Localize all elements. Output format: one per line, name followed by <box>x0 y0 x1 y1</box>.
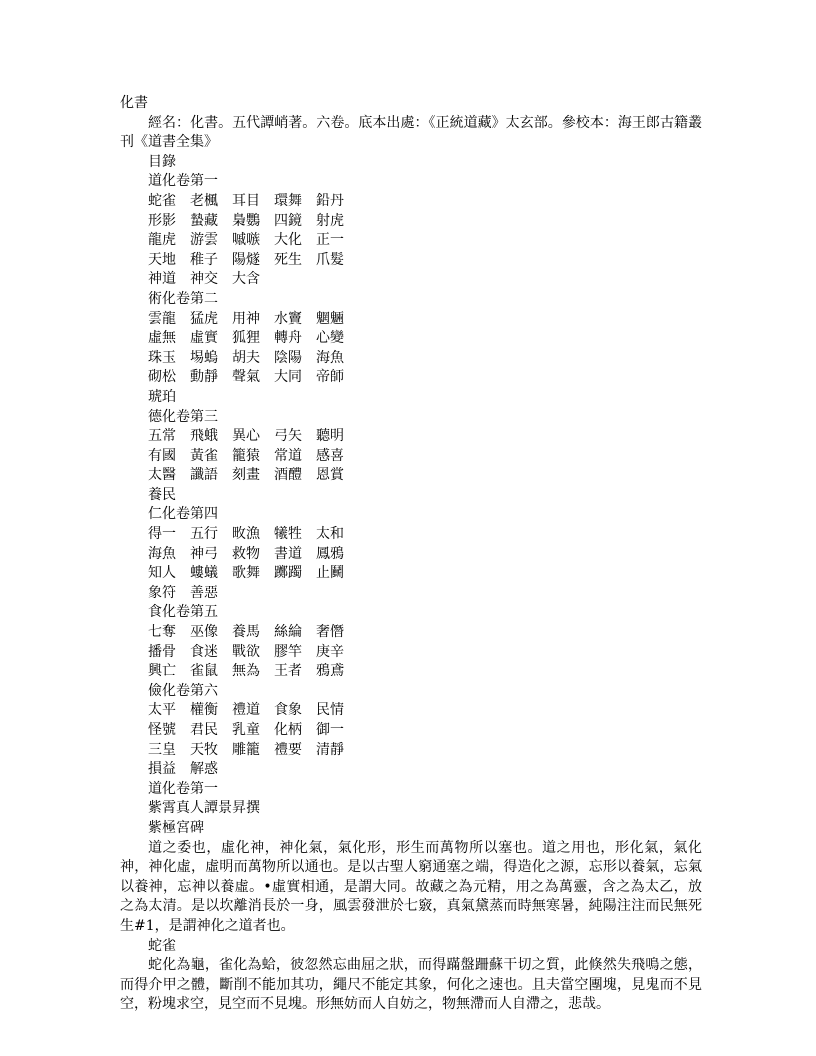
toc-row <box>120 584 702 604</box>
toc-entry: 鉛丹 <box>316 192 344 209</box>
section-paragraph: 道之委也，虛化神，神化氣，氣化形，形生而萬物所以塞也。道之用也，形化氣，氣化神，神化虛，虛明而萬物所以通也。是以古聖人窮通塞之端，得造化之源，忘形以養氣，忘氣以養神，忘神以養虛。•虛實相通，是謂大同。故藏之為元精，用之為萬靈，含之為太乙，放之為太清。是以坎離消長於一身，風雲發泄於七竅，真氣黛蒸而時無寒暑，純陽注注而民無死生#1，是謂神化之道者也。 <box>120 839 702 934</box>
toc-entry: 神道 <box>148 271 176 288</box>
toc-entry: 琥珀 <box>148 388 176 405</box>
author-line: 紫霄真人譚景昇撰 <box>148 800 260 817</box>
toc-row <box>120 231 702 251</box>
toc-entry: 絲綸 <box>274 624 302 641</box>
toc-entry: 嘁嗾 <box>232 232 260 249</box>
toc-entry: 正一 <box>316 232 344 249</box>
toc-row <box>120 623 702 643</box>
toc-entry: 救物 <box>232 545 260 562</box>
toc-entry: 太醫 <box>148 467 176 484</box>
toc-entry: 巫像 <box>190 624 218 641</box>
toc-entry: 陽燧 <box>232 251 260 268</box>
toc-entry: 猛虎 <box>190 310 218 327</box>
toc-entry: 螻蟻 <box>190 565 218 582</box>
toc-entry: 讖語 <box>190 467 218 484</box>
toc-entry: 知人 <box>148 565 176 582</box>
toc-entry: 解惑 <box>190 761 218 778</box>
toc-entry: 禮道 <box>232 702 260 719</box>
toc-entry: 死生 <box>274 251 302 268</box>
toc-entry: 蛇雀 <box>148 192 176 209</box>
toc-row <box>120 251 702 271</box>
toc-entry: 異心 <box>232 428 260 445</box>
toc-entry: 陰陽 <box>274 349 302 366</box>
toc-entry: 常道 <box>274 447 302 464</box>
toc-entry: 歌舞 <box>232 565 260 582</box>
toc-entry: 躑躅 <box>274 565 302 582</box>
toc-entry: 止鬭 <box>316 565 344 582</box>
document-page <box>120 94 702 1015</box>
toc-entry: 天牧 <box>190 741 218 758</box>
toc-entry: 五常 <box>148 428 176 445</box>
toc-entry: 王者 <box>274 663 302 680</box>
toc-entry: 老楓 <box>190 192 218 209</box>
toc-entry: 興亡 <box>148 663 176 680</box>
toc-entry: 魍魎 <box>316 310 344 327</box>
section-volume-title: 道化卷第一 <box>148 780 218 797</box>
toc-entry: 珠玉 <box>148 349 176 366</box>
toc-row <box>120 525 702 545</box>
toc-entry: 民情 <box>316 702 344 719</box>
toc-entry: 四鏡 <box>274 212 302 229</box>
toc-row <box>120 447 702 467</box>
toc-entry: 天地 <box>148 251 176 268</box>
toc-entry: 虛實 <box>190 330 218 347</box>
toc-entry: 五行 <box>190 526 218 543</box>
toc-entry: 奢僭 <box>316 624 344 641</box>
toc-entry: 犧牲 <box>274 526 302 543</box>
document-title: 化書 <box>120 95 148 111</box>
toc-row <box>120 368 702 388</box>
toc-entry: 海魚 <box>316 349 344 366</box>
toc-entry: 心變 <box>316 330 344 347</box>
chapter-title: 蛇雀 <box>148 937 176 954</box>
toc-entry: 轉舟 <box>274 330 302 347</box>
toc-row <box>120 741 702 761</box>
toc-row <box>120 466 702 486</box>
toc-entry: 乳童 <box>232 722 260 738</box>
toc-entry: 御一 <box>316 722 344 738</box>
toc-entry: 善惡 <box>190 584 218 601</box>
toc-row <box>120 270 702 290</box>
toc-entry: 損益 <box>148 761 176 778</box>
toc-entry: 庚辛 <box>316 643 344 660</box>
toc-entry: 用神 <box>232 310 260 327</box>
toc-entry: 畋漁 <box>232 526 260 543</box>
toc-entry: 聲氣 <box>232 369 260 386</box>
toc-entry: 神交 <box>190 271 218 288</box>
toc-entry: 鴉鳶 <box>316 663 344 680</box>
toc-entry: 食迷 <box>190 643 218 660</box>
toc-row <box>120 329 702 349</box>
toc-entry: 太平 <box>148 702 176 719</box>
toc-entry: 虛無 <box>148 330 176 347</box>
toc-entry: 膠竿 <box>274 643 302 660</box>
toc-entry: 無為 <box>232 663 260 680</box>
toc-entry: 弓矢 <box>274 428 302 445</box>
toc-entry: 刻畫 <box>232 467 260 484</box>
toc-row <box>120 427 702 447</box>
bibliographic-note: 經名：化書。五代譚峭著。六卷。底本出處：《正統道藏》太玄部。參校本：海王郎古籍叢刊《道書全集》 <box>120 114 702 151</box>
table-of-contents <box>120 172 702 779</box>
toc-entry: 黃雀 <box>190 447 218 464</box>
chapter-paragraph: 蛇化為龜，雀化為蛤，彼忽然忘曲屈之狀，而得蹣盤跚蘇干切之質，此倏然失飛鳴之態，而得介甲之體，斷削不能加其功，繩尺不能定其象，何化之速也。且夫當空團塊，見鬼而不見空，粉塊求空，見空而不見塊。形無妨而人自妨之，物無滯而人自滯之，悲哉。 <box>120 957 702 1013</box>
toc-entry: 太和 <box>316 526 344 543</box>
toc-entry: 清靜 <box>316 741 344 758</box>
toc-row <box>120 310 702 330</box>
toc-entry: 權衡 <box>190 702 218 719</box>
toc-entry: 感喜 <box>316 447 344 464</box>
toc-entry: 游雲 <box>190 232 218 249</box>
toc-row <box>120 349 702 369</box>
toc-entry: 禮要 <box>274 741 302 758</box>
toc-entry: 梟鸚 <box>232 212 260 229</box>
toc-entry: 戰欲 <box>232 643 260 660</box>
toc-entry: 耳目 <box>232 192 260 209</box>
toc-entry: 恩賞 <box>316 467 344 484</box>
toc-volume-title: 儉化卷第六 <box>148 682 218 699</box>
toc-entry: 有國 <box>148 447 176 464</box>
toc-row <box>120 212 702 232</box>
toc-volume-title: 術化卷第二 <box>148 290 218 307</box>
toc-entry: 食象 <box>274 702 302 719</box>
section-subtitle: 紫極宮碑 <box>148 819 204 836</box>
toc-entry: 怪號 <box>148 722 176 738</box>
toc-entry: 環舞 <box>274 192 302 209</box>
toc-entry: 雕籠 <box>232 741 260 758</box>
toc-row <box>120 486 702 506</box>
toc-row <box>120 192 702 212</box>
toc-entry: 三皇 <box>148 741 176 758</box>
toc-volume-title: 德化卷第三 <box>148 408 218 425</box>
toc-entry: 七奪 <box>148 624 176 641</box>
toc-entry: 籠猿 <box>232 447 260 464</box>
toc-entry: 君民 <box>190 722 218 738</box>
toc-entry: 大同 <box>274 369 302 386</box>
toc-entry: 大含 <box>232 271 260 288</box>
toc-entry: 胡夫 <box>232 349 260 366</box>
toc-entry: 蟄藏 <box>190 212 218 229</box>
toc-row <box>120 701 702 721</box>
toc-entry: 聽明 <box>316 428 344 445</box>
toc-entry: 水竇 <box>274 310 302 327</box>
toc-volume-title: 食化卷第五 <box>148 604 218 621</box>
toc-entry: 雲龍 <box>148 310 176 327</box>
toc-entry: 龍虎 <box>148 232 176 249</box>
toc-entry: 砌松 <box>148 369 176 386</box>
toc-entry: 海魚 <box>148 545 176 562</box>
toc-entry: 得一 <box>148 526 176 543</box>
toc-entry: 形影 <box>148 212 176 229</box>
toc-entry: 帝師 <box>316 369 344 386</box>
toc-entry: 飛蛾 <box>190 428 218 445</box>
toc-entry: 爪髮 <box>316 251 344 268</box>
toc-entry: 養民 <box>148 486 176 503</box>
toc-entry: 播骨 <box>148 643 176 660</box>
toc-entry: 神弓 <box>190 545 218 562</box>
toc-entry: 雀鼠 <box>190 663 218 680</box>
toc-heading: 目錄 <box>148 153 176 170</box>
toc-entry: 酒醴 <box>274 467 302 484</box>
toc-entry: 射虎 <box>316 212 344 229</box>
toc-row <box>120 721 702 741</box>
toc-volume-title: 道化卷第一 <box>148 173 218 190</box>
toc-entry: 化柄 <box>274 722 302 738</box>
toc-row <box>120 760 702 780</box>
toc-row <box>120 662 702 682</box>
toc-entry: 大化 <box>274 232 302 249</box>
toc-volume-title: 仁化卷第四 <box>148 506 218 523</box>
toc-row <box>120 564 702 584</box>
toc-entry: 動靜 <box>190 369 218 386</box>
toc-entry: 養馬 <box>232 624 260 641</box>
toc-entry: 象符 <box>148 584 176 601</box>
toc-row <box>120 545 702 565</box>
toc-row <box>120 388 702 408</box>
toc-entry: 書道 <box>274 545 302 562</box>
toc-entry: 狐狸 <box>232 330 260 347</box>
toc-row <box>120 643 702 663</box>
toc-entry: 稚子 <box>190 251 218 268</box>
toc-entry: 埸螐 <box>190 349 218 366</box>
toc-entry: 鳳鴉 <box>316 545 344 562</box>
